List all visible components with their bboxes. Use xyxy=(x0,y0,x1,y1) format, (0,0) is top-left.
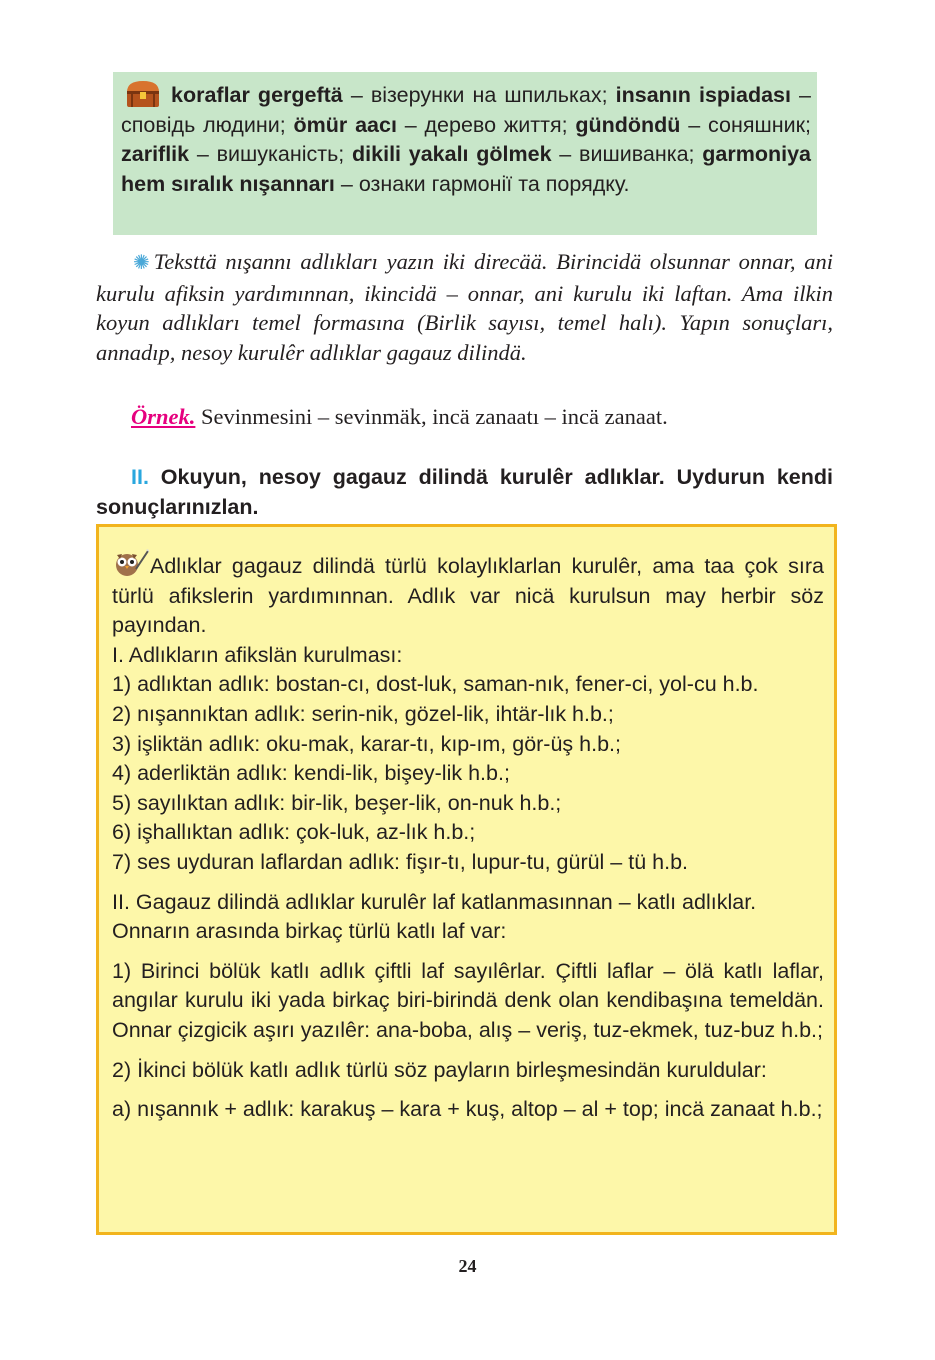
task-two-body: Okuyun, nesoy gagauz dilindä kurulêr adlıklar. Uydurun kendi sonuçlarınızlan. xyxy=(96,465,833,519)
task-text xyxy=(96,247,833,367)
point-one: 1) Birinci bölük katlı adlık çiftli laf sayılêrlar. Çiftli laflar – ölä katlı laflar, angılar kurulu iki yada birkaç biri-birindä denk olan kendibaşına temeldän. Onnar çizgicik aşırı yazılêr: ana-boba, alış – veriş, tuz-ekmek, tuz-buz h.b.; xyxy=(112,958,824,1042)
term: garmoniya hem sıralık nışannarı xyxy=(121,142,812,196)
rule-intro xyxy=(112,547,824,641)
term: dikili yakalı gölmek xyxy=(352,142,552,166)
translation: візерунки на шпильках; xyxy=(370,83,608,107)
treasure-chest-icon xyxy=(121,80,165,108)
example-text xyxy=(96,402,833,432)
translation: вишиванка; xyxy=(579,142,695,166)
term: koraflar gergeftä xyxy=(171,83,343,107)
dash: – xyxy=(342,83,371,107)
term: zariflik xyxy=(121,142,190,166)
translation: дерево життя; xyxy=(424,112,568,137)
point-two-a: a) nışannık + adlık: karakuş – kara + kuş, altop – al + top; incä zanaat h.b.; xyxy=(112,1097,823,1122)
list-item: 5) sayılıktan adlık: bir-lik, beşer-lik, on-nuk h.b.; xyxy=(112,790,562,815)
dash: – xyxy=(790,83,812,107)
task-number: II. xyxy=(131,465,149,489)
dash: – xyxy=(189,142,217,166)
list-item: 3) işliktän adlık: oku-mak, karar-tı, kıp-ım, gör-üş h.b.; xyxy=(112,731,621,756)
dash: – xyxy=(680,112,709,137)
list-item: 2) nışannıktan adlık: serin-nik, gözel-lik, ihtär-lık h.b.; xyxy=(112,701,614,726)
example-body: Sevinmesini – sevinmäk, incä zanaatı – incä zanaat. xyxy=(195,404,668,429)
dash: – xyxy=(396,112,425,137)
task-body: Teksttä nışannı adlıkları yazın iki direcää. Birincidä olsunnar onnar, ani kurulu afiksin yardımınnan, ikincidä – onnar, ani kurulu iki laftan. Ama ilkin koyun adlıkları temel formasına (Birlik sayısı, temel halı). Yapın sonuçları, annadıp, nesoy kurulêr adlıklar gagauz dilindä. xyxy=(96,249,833,365)
example-paragraph xyxy=(96,402,833,432)
owl-icon xyxy=(112,547,150,577)
section-two-subtitle: Onnarın arasında birkaç türlü katlı laf var: xyxy=(112,919,507,944)
term: insanın ispiadası xyxy=(615,83,791,107)
task-two-paragraph xyxy=(96,462,833,522)
list-item: 4) aderliktän adlık: kendi-lik, bişey-lik h.b.; xyxy=(112,761,510,786)
page-number: 24 xyxy=(458,1256,477,1276)
translation: вишуканість; xyxy=(216,142,345,166)
term: gündöndü xyxy=(575,112,681,137)
list-item: 7) ses uyduran laflardan adlık: fişır-tı, lupur-tu, gürül – tü h.b. xyxy=(112,849,689,874)
translation: ознаки гармонії та порядку. xyxy=(358,171,630,196)
dash: – xyxy=(334,171,359,196)
task-paragraph xyxy=(96,247,833,367)
list-item: 6) işhallıktan adlık: çok-luk, az-lık h.b.; xyxy=(112,820,476,845)
task-two-text xyxy=(96,462,833,522)
point-two: 2) İkinci bölük katlı adlık türlü söz payların birleşmesindän kuruldular: xyxy=(112,1057,767,1082)
example-label: Örnek. xyxy=(131,404,196,429)
dash: – xyxy=(551,142,580,166)
term: ömür aacı xyxy=(293,112,397,137)
vocabulary-paragraph xyxy=(121,80,811,199)
section-one-title: I. Adlıkların afikslän kurulması: xyxy=(112,642,403,667)
vocabulary-box xyxy=(113,72,817,235)
snowflake-icon: ✺ xyxy=(133,252,150,274)
list-item: 1) adlıktan adlık: bostan-cı, dost-luk, saman-nık, fener-ci, yol-cu h.b. xyxy=(112,672,759,697)
rule-intro-text: Adlıklar gagauz dilindä türlü kolaylıklarlan kurulêr, ama taa çok sıra türlü afikslerin yardımınnan. Adlık var nicä kurulsun may herbir söz payından. xyxy=(112,554,824,638)
translation: соняшник; xyxy=(708,112,811,137)
rule-box xyxy=(96,524,837,1235)
translation: сповідь людини; xyxy=(121,112,286,137)
section-two-title: II. Gagauz dilindä adlıklar kurulêr laf katlanmasınnan – katlı adlıklar. xyxy=(112,889,757,914)
